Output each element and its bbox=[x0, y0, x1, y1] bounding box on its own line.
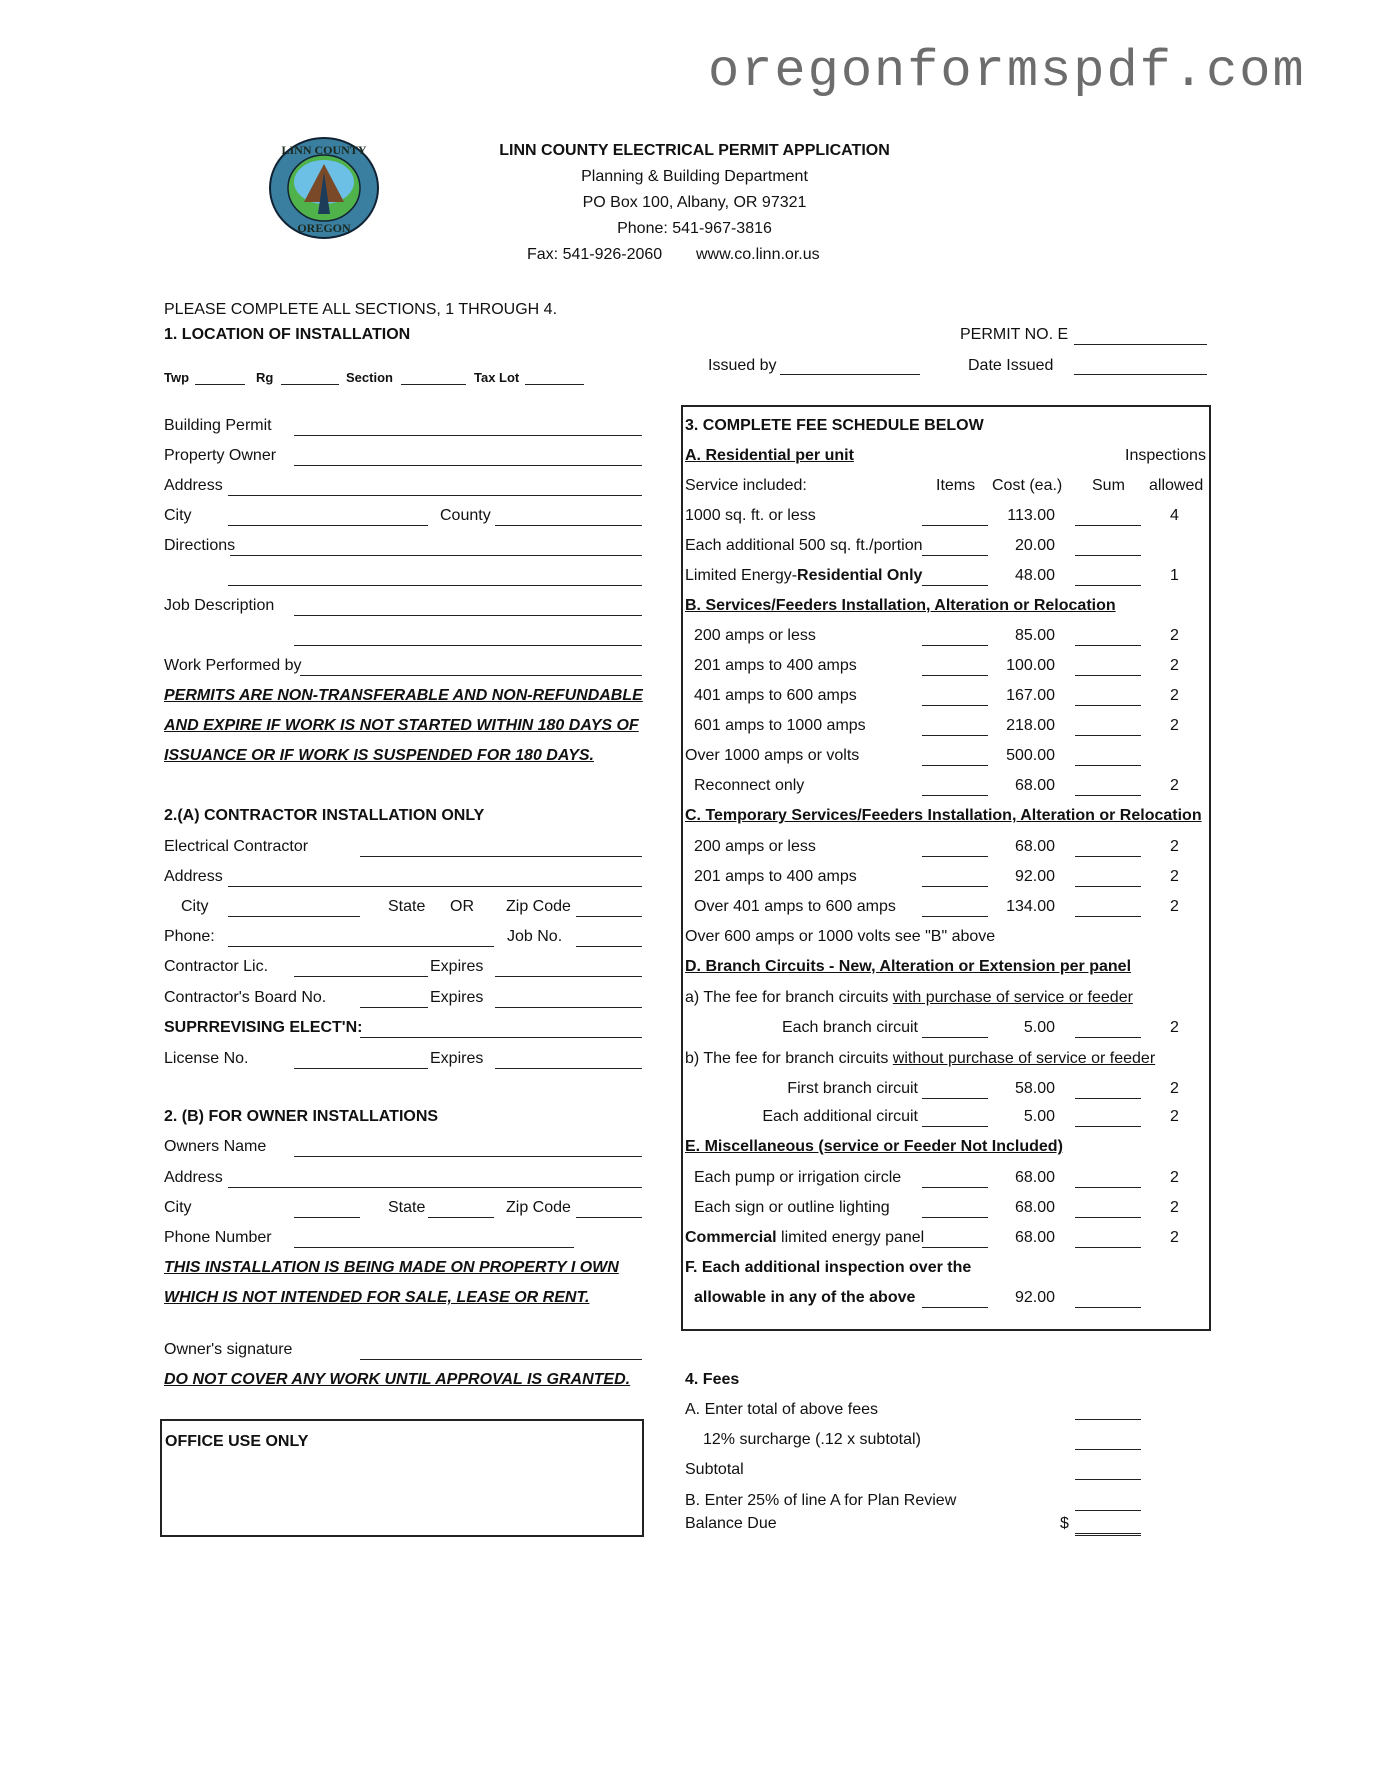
items-field[interactable] bbox=[922, 705, 988, 706]
cost-header: Cost (ea.) bbox=[992, 477, 1063, 494]
services-feeders-title: B. Services/Feeders Installation, Alteration or Relocation bbox=[685, 597, 1116, 614]
branch-without-service-note: b) The fee for branch circuits without purchase of service or feeder bbox=[685, 1050, 1156, 1067]
building-permit-field[interactable] bbox=[294, 435, 642, 436]
cost-value: 92.00 bbox=[1014, 868, 1055, 885]
sum-field[interactable] bbox=[1075, 856, 1141, 857]
sum-field[interactable] bbox=[1075, 735, 1141, 736]
total-fees-label: A. Enter total of above fees bbox=[685, 1401, 879, 1418]
job-description-field-2[interactable] bbox=[294, 645, 642, 646]
fee-label: 200 amps or less bbox=[694, 627, 816, 644]
allowed-value: 2 bbox=[1170, 1108, 1179, 1125]
cost-value: 68.00 bbox=[1014, 838, 1055, 855]
allowed-value: 2 bbox=[1170, 657, 1179, 674]
lic-expires-field[interactable] bbox=[495, 976, 642, 977]
website: www.co.linn.or.us bbox=[696, 246, 820, 263]
work-performed-label: Work Performed by bbox=[164, 657, 302, 674]
svg-text:LINN COUNTY: LINN COUNTY bbox=[281, 143, 367, 157]
section-field[interactable] bbox=[401, 384, 466, 385]
cost-value: 85.00 bbox=[1014, 627, 1055, 644]
fee-label: 1000 sq. ft. or less bbox=[685, 507, 816, 524]
electrical-contractor-field[interactable] bbox=[360, 856, 642, 857]
fees-title: 4. Fees bbox=[685, 1371, 740, 1388]
sum-field[interactable] bbox=[1075, 1217, 1141, 1218]
job-no-label: Job No. bbox=[507, 928, 563, 945]
contractor-lic-label: Contractor Lic. bbox=[164, 958, 269, 975]
plan-review-field[interactable] bbox=[1075, 1510, 1141, 1511]
inspections-header: Inspections bbox=[1125, 447, 1206, 464]
board-no-field[interactable] bbox=[360, 1007, 428, 1008]
items-field[interactable] bbox=[922, 795, 988, 796]
allowed-value: 2 bbox=[1170, 898, 1179, 915]
items-field[interactable] bbox=[922, 765, 988, 766]
issued-by-field[interactable] bbox=[780, 374, 920, 375]
owner-city-field[interactable] bbox=[294, 1217, 360, 1218]
contractor-lic-field[interactable] bbox=[294, 976, 428, 977]
items-field[interactable] bbox=[922, 1187, 988, 1188]
permit-no-label: PERMIT NO. E bbox=[960, 326, 1069, 343]
owner-phone-field[interactable] bbox=[294, 1247, 574, 1248]
cost-value: 68.00 bbox=[1014, 1199, 1055, 1216]
license-expires-label: Expires bbox=[430, 1050, 484, 1067]
cost-value: 92.00 bbox=[1014, 1289, 1055, 1306]
plan-review-label: B. Enter 25% of line A for Plan Review bbox=[685, 1492, 957, 1509]
cost-value: 68.00 bbox=[1014, 777, 1055, 794]
owner-address-field[interactable] bbox=[228, 1187, 642, 1188]
fee-label: Over 401 amps to 600 amps bbox=[694, 898, 896, 915]
sum-field[interactable] bbox=[1075, 585, 1141, 586]
signature-field[interactable] bbox=[360, 1359, 642, 1360]
cost-value: 100.00 bbox=[1006, 657, 1055, 674]
license-no-label: License No. bbox=[164, 1050, 249, 1067]
contractor-state-value: OR bbox=[450, 898, 474, 915]
items-field[interactable] bbox=[922, 735, 988, 736]
sum-header: Sum bbox=[1092, 477, 1125, 494]
fee-label: Each sign or outline lighting bbox=[694, 1199, 890, 1216]
allowed-value: 2 bbox=[1170, 777, 1179, 794]
fee-label: Each branch circuit bbox=[781, 1019, 918, 1036]
items-field[interactable] bbox=[922, 525, 988, 526]
contractor-phone-field[interactable] bbox=[228, 946, 494, 947]
contractor-phone-label: Phone: bbox=[164, 928, 215, 945]
subtotal-label: Subtotal bbox=[685, 1461, 744, 1478]
work-performed-field[interactable] bbox=[300, 675, 642, 676]
items-field[interactable] bbox=[922, 916, 988, 917]
twp-label: Twp bbox=[164, 370, 190, 385]
sum-field[interactable] bbox=[1075, 765, 1141, 766]
allowed-value: 2 bbox=[1170, 1080, 1179, 1097]
tax-lot-field[interactable] bbox=[525, 384, 584, 385]
owner-zip-field[interactable] bbox=[576, 1217, 642, 1218]
board-expires-label: Expires bbox=[430, 989, 484, 1006]
fee-label: Each additional circuit bbox=[762, 1108, 918, 1125]
sum-field[interactable] bbox=[1075, 1037, 1141, 1038]
sum-field[interactable] bbox=[1075, 1307, 1141, 1308]
owner-statement-1: THIS INSTALLATION IS BEING MADE ON PROPERTY I OWN bbox=[164, 1259, 619, 1276]
residential-title: A. Residential per unit bbox=[685, 447, 854, 464]
items-field[interactable] bbox=[922, 675, 988, 676]
building-permit-label: Building Permit bbox=[164, 417, 272, 434]
warning-line-1: PERMITS ARE NON-TRANSFERABLE AND NON-REFUNDABLE bbox=[164, 687, 643, 704]
fee-label: Reconnect only bbox=[694, 777, 805, 794]
phone: Phone: 541-967-3816 bbox=[617, 220, 772, 237]
tax-lot-label: Tax Lot bbox=[474, 370, 520, 385]
owner-state-label: State bbox=[388, 1199, 426, 1216]
fee-label: 201 amps to 400 amps bbox=[694, 657, 857, 674]
owner-state-field[interactable] bbox=[428, 1217, 494, 1218]
property-owner-field[interactable] bbox=[294, 465, 642, 466]
fee-label: Each additional 500 sq. ft./portion bbox=[685, 537, 923, 554]
sum-field[interactable] bbox=[1075, 645, 1141, 646]
office-use-box bbox=[160, 1419, 644, 1537]
twp-field[interactable] bbox=[195, 384, 245, 385]
cost-value: 500.00 bbox=[1006, 747, 1055, 764]
fee-label: Limited Energy-Residential Only bbox=[685, 567, 923, 584]
form-title: LINN COUNTY ELECTRICAL PERMIT APPLICATION bbox=[499, 142, 890, 159]
items-field[interactable] bbox=[922, 1247, 988, 1248]
cost-value: 134.00 bbox=[1006, 898, 1055, 915]
items-field[interactable] bbox=[922, 1037, 988, 1038]
items-field[interactable] bbox=[922, 585, 988, 586]
fee-label: 201 amps to 400 amps bbox=[694, 868, 857, 885]
allowed-value: 2 bbox=[1170, 627, 1179, 644]
warning-line-3: ISSUANCE OR IF WORK IS SUSPENDED FOR 180 DAYS. bbox=[164, 747, 594, 764]
city-label: City bbox=[164, 507, 192, 524]
surcharge-label: 12% surcharge (.12 x subtotal) bbox=[703, 1431, 921, 1448]
license-no-field[interactable] bbox=[294, 1068, 428, 1069]
owner-address-label: Address bbox=[164, 1169, 223, 1186]
items-field[interactable] bbox=[922, 886, 988, 887]
supervising-field[interactable] bbox=[360, 1037, 642, 1038]
allowed-header: allowed bbox=[1149, 477, 1204, 494]
office-use-label: OFFICE USE ONLY bbox=[165, 1433, 309, 1450]
sum-field[interactable] bbox=[1075, 1187, 1141, 1188]
svg-text:OREGON: OREGON bbox=[297, 221, 351, 235]
owner-phone-label: Phone Number bbox=[164, 1229, 272, 1246]
fee-label: Over 1000 amps or volts bbox=[685, 747, 860, 764]
additional-inspection-title: F. Each additional inspection over the bbox=[685, 1259, 972, 1276]
items-field[interactable] bbox=[922, 555, 988, 556]
balance-due-field[interactable] bbox=[1075, 1533, 1141, 1536]
allowed-value: 2 bbox=[1170, 1019, 1179, 1036]
date-issued-field[interactable] bbox=[1074, 374, 1207, 375]
owners-name-label: Owners Name bbox=[164, 1138, 267, 1155]
fee-label: Each pump or irrigation circle bbox=[694, 1169, 902, 1186]
sum-field[interactable] bbox=[1075, 1098, 1141, 1099]
allowed-value: 2 bbox=[1170, 1199, 1179, 1216]
dollar-sign: $ bbox=[1060, 1515, 1069, 1532]
sum-field[interactable] bbox=[1075, 795, 1141, 796]
sum-field[interactable] bbox=[1075, 555, 1141, 556]
sum-field[interactable] bbox=[1075, 1126, 1141, 1127]
rg-label: Rg bbox=[256, 370, 274, 385]
directions-field-2[interactable] bbox=[228, 585, 642, 586]
fee-schedule-title: 3. COMPLETE FEE SCHEDULE BELOW bbox=[685, 417, 984, 434]
directions-label: Directions bbox=[164, 537, 236, 554]
cost-value: 5.00 bbox=[1023, 1108, 1055, 1125]
cost-value: 5.00 bbox=[1023, 1019, 1055, 1036]
fee-label: Commercial limited energy panel bbox=[685, 1229, 925, 1246]
contractor-state-label: State bbox=[388, 898, 426, 915]
branch-circuits-title: D. Branch Circuits - New, Alteration or Extension per panel bbox=[685, 958, 1132, 975]
items-field[interactable] bbox=[922, 1307, 988, 1308]
job-description-label: Job Description bbox=[164, 597, 275, 614]
miscellaneous-title: E. Miscellaneous (service or Feeder Not Included) bbox=[685, 1138, 1063, 1155]
allowed-value: 1 bbox=[1170, 567, 1179, 584]
signature-label: Owner's signature bbox=[164, 1341, 293, 1358]
instructions: PLEASE COMPLETE ALL SECTIONS, 1 THROUGH 4. bbox=[164, 301, 558, 318]
no-cover-warning: DO NOT COVER ANY WORK UNTIL APPROVAL IS GRANTED. bbox=[164, 1371, 631, 1388]
items-field[interactable] bbox=[922, 1126, 988, 1127]
section2a-title: 2.(A) CONTRACTOR INSTALLATION ONLY bbox=[164, 807, 485, 824]
warning-line-2: AND EXPIRE IF WORK IS NOT STARTED WITHIN 180 DAYS OF bbox=[164, 717, 639, 734]
sum-field[interactable] bbox=[1075, 525, 1141, 526]
watermark: oregonformspdf.com bbox=[708, 42, 1306, 101]
temporary-note: Over 600 amps or 1000 volts see "B" above bbox=[685, 928, 996, 945]
board-expires-field[interactable] bbox=[495, 1007, 642, 1008]
items-field[interactable] bbox=[922, 1098, 988, 1099]
cost-value: 167.00 bbox=[1006, 687, 1055, 704]
owner-statement-2: WHICH IS NOT INTENDED FOR SALE, LEASE OR RENT. bbox=[164, 1289, 590, 1306]
allowed-value: 2 bbox=[1170, 1169, 1179, 1186]
owners-name-field[interactable] bbox=[294, 1156, 642, 1157]
fee-label: First branch circuit bbox=[787, 1080, 918, 1097]
sum-field[interactable] bbox=[1075, 886, 1141, 887]
license-expires-field[interactable] bbox=[495, 1068, 642, 1069]
total-fees-field[interactable] bbox=[1075, 1419, 1141, 1420]
surcharge-field[interactable] bbox=[1075, 1449, 1141, 1450]
contractor-zip-field[interactable] bbox=[576, 916, 642, 917]
balance-due-label: Balance Due bbox=[685, 1515, 777, 1532]
contractor-address-field[interactable] bbox=[228, 886, 642, 887]
cost-value: 218.00 bbox=[1006, 717, 1055, 734]
county-label: County bbox=[440, 507, 491, 524]
property-owner-label: Property Owner bbox=[164, 447, 277, 464]
address-label: Address bbox=[164, 477, 223, 494]
date-issued-label: Date Issued bbox=[968, 357, 1054, 374]
address-field[interactable] bbox=[228, 495, 642, 496]
cost-value: 113.00 bbox=[1007, 507, 1055, 524]
supervising-label: SUPRREVISING ELECT'N: bbox=[164, 1019, 363, 1036]
section1-title: 1. LOCATION OF INSTALLATION bbox=[164, 326, 411, 343]
section-label: Section bbox=[346, 370, 393, 385]
rg-field[interactable] bbox=[281, 384, 339, 385]
job-no-field[interactable] bbox=[576, 946, 642, 947]
cost-value: 68.00 bbox=[1014, 1169, 1055, 1186]
cost-value: 58.00 bbox=[1014, 1080, 1055, 1097]
additional-inspection-title-2: allowable in any of the above bbox=[694, 1289, 916, 1306]
cost-value: 20.00 bbox=[1014, 537, 1055, 554]
contractor-address-label: Address bbox=[164, 868, 223, 885]
service-included-label: Service included: bbox=[685, 477, 807, 494]
owner-zip-label: Zip Code bbox=[506, 1199, 571, 1216]
issued-by-label: Issued by bbox=[708, 357, 777, 374]
fee-label: 601 amps to 1000 amps bbox=[694, 717, 866, 734]
city-field[interactable] bbox=[228, 525, 428, 526]
sum-field[interactable] bbox=[1075, 705, 1141, 706]
department: Planning & Building Department bbox=[581, 168, 808, 185]
items-field[interactable] bbox=[922, 645, 988, 646]
items-field[interactable] bbox=[922, 1217, 988, 1218]
owner-city-label: City bbox=[164, 1199, 192, 1216]
cost-value: 68.00 bbox=[1014, 1229, 1055, 1246]
fee-label: 401 amps to 600 amps bbox=[694, 687, 857, 704]
temporary-services-title: C. Temporary Services/Feeders Installation, Alteration or Relocation bbox=[685, 807, 1202, 824]
permit-no-field[interactable] bbox=[1074, 344, 1207, 345]
allowed-value: 4 bbox=[1170, 507, 1179, 524]
branch-with-service-note: a) The fee for branch circuits with purchase of service or feeder bbox=[685, 989, 1133, 1006]
job-description-field[interactable] bbox=[294, 615, 642, 616]
lic-expires-label: Expires bbox=[430, 958, 484, 975]
allowed-value: 2 bbox=[1170, 868, 1179, 885]
subtotal-field[interactable] bbox=[1075, 1479, 1141, 1480]
contractor-zip-label: Zip Code bbox=[506, 898, 571, 915]
sum-field[interactable] bbox=[1075, 1247, 1141, 1248]
items-field[interactable] bbox=[922, 856, 988, 857]
allowed-value: 2 bbox=[1170, 1229, 1179, 1246]
items-header: Items bbox=[936, 477, 976, 494]
electrical-contractor-label: Electrical Contractor bbox=[164, 838, 309, 855]
allowed-value: 2 bbox=[1170, 838, 1179, 855]
cost-value: 48.00 bbox=[1014, 567, 1055, 584]
board-no-label: Contractor's Board No. bbox=[164, 989, 327, 1006]
section2b-title: 2. (B) FOR OWNER INSTALLATIONS bbox=[164, 1108, 439, 1125]
county-field[interactable] bbox=[495, 525, 642, 526]
allowed-value: 2 bbox=[1170, 687, 1179, 704]
fee-label: 200 amps or less bbox=[694, 838, 816, 855]
fax: Fax: 541-926-2060 bbox=[527, 246, 663, 263]
contractor-city-label: City bbox=[181, 898, 209, 915]
contractor-city-field[interactable] bbox=[228, 916, 360, 917]
sum-field[interactable] bbox=[1075, 916, 1141, 917]
sum-field[interactable] bbox=[1075, 675, 1141, 676]
directions-field[interactable] bbox=[230, 555, 642, 556]
allowed-value: 2 bbox=[1170, 717, 1179, 734]
mailing-address: PO Box 100, Albany, OR 97321 bbox=[582, 194, 807, 211]
